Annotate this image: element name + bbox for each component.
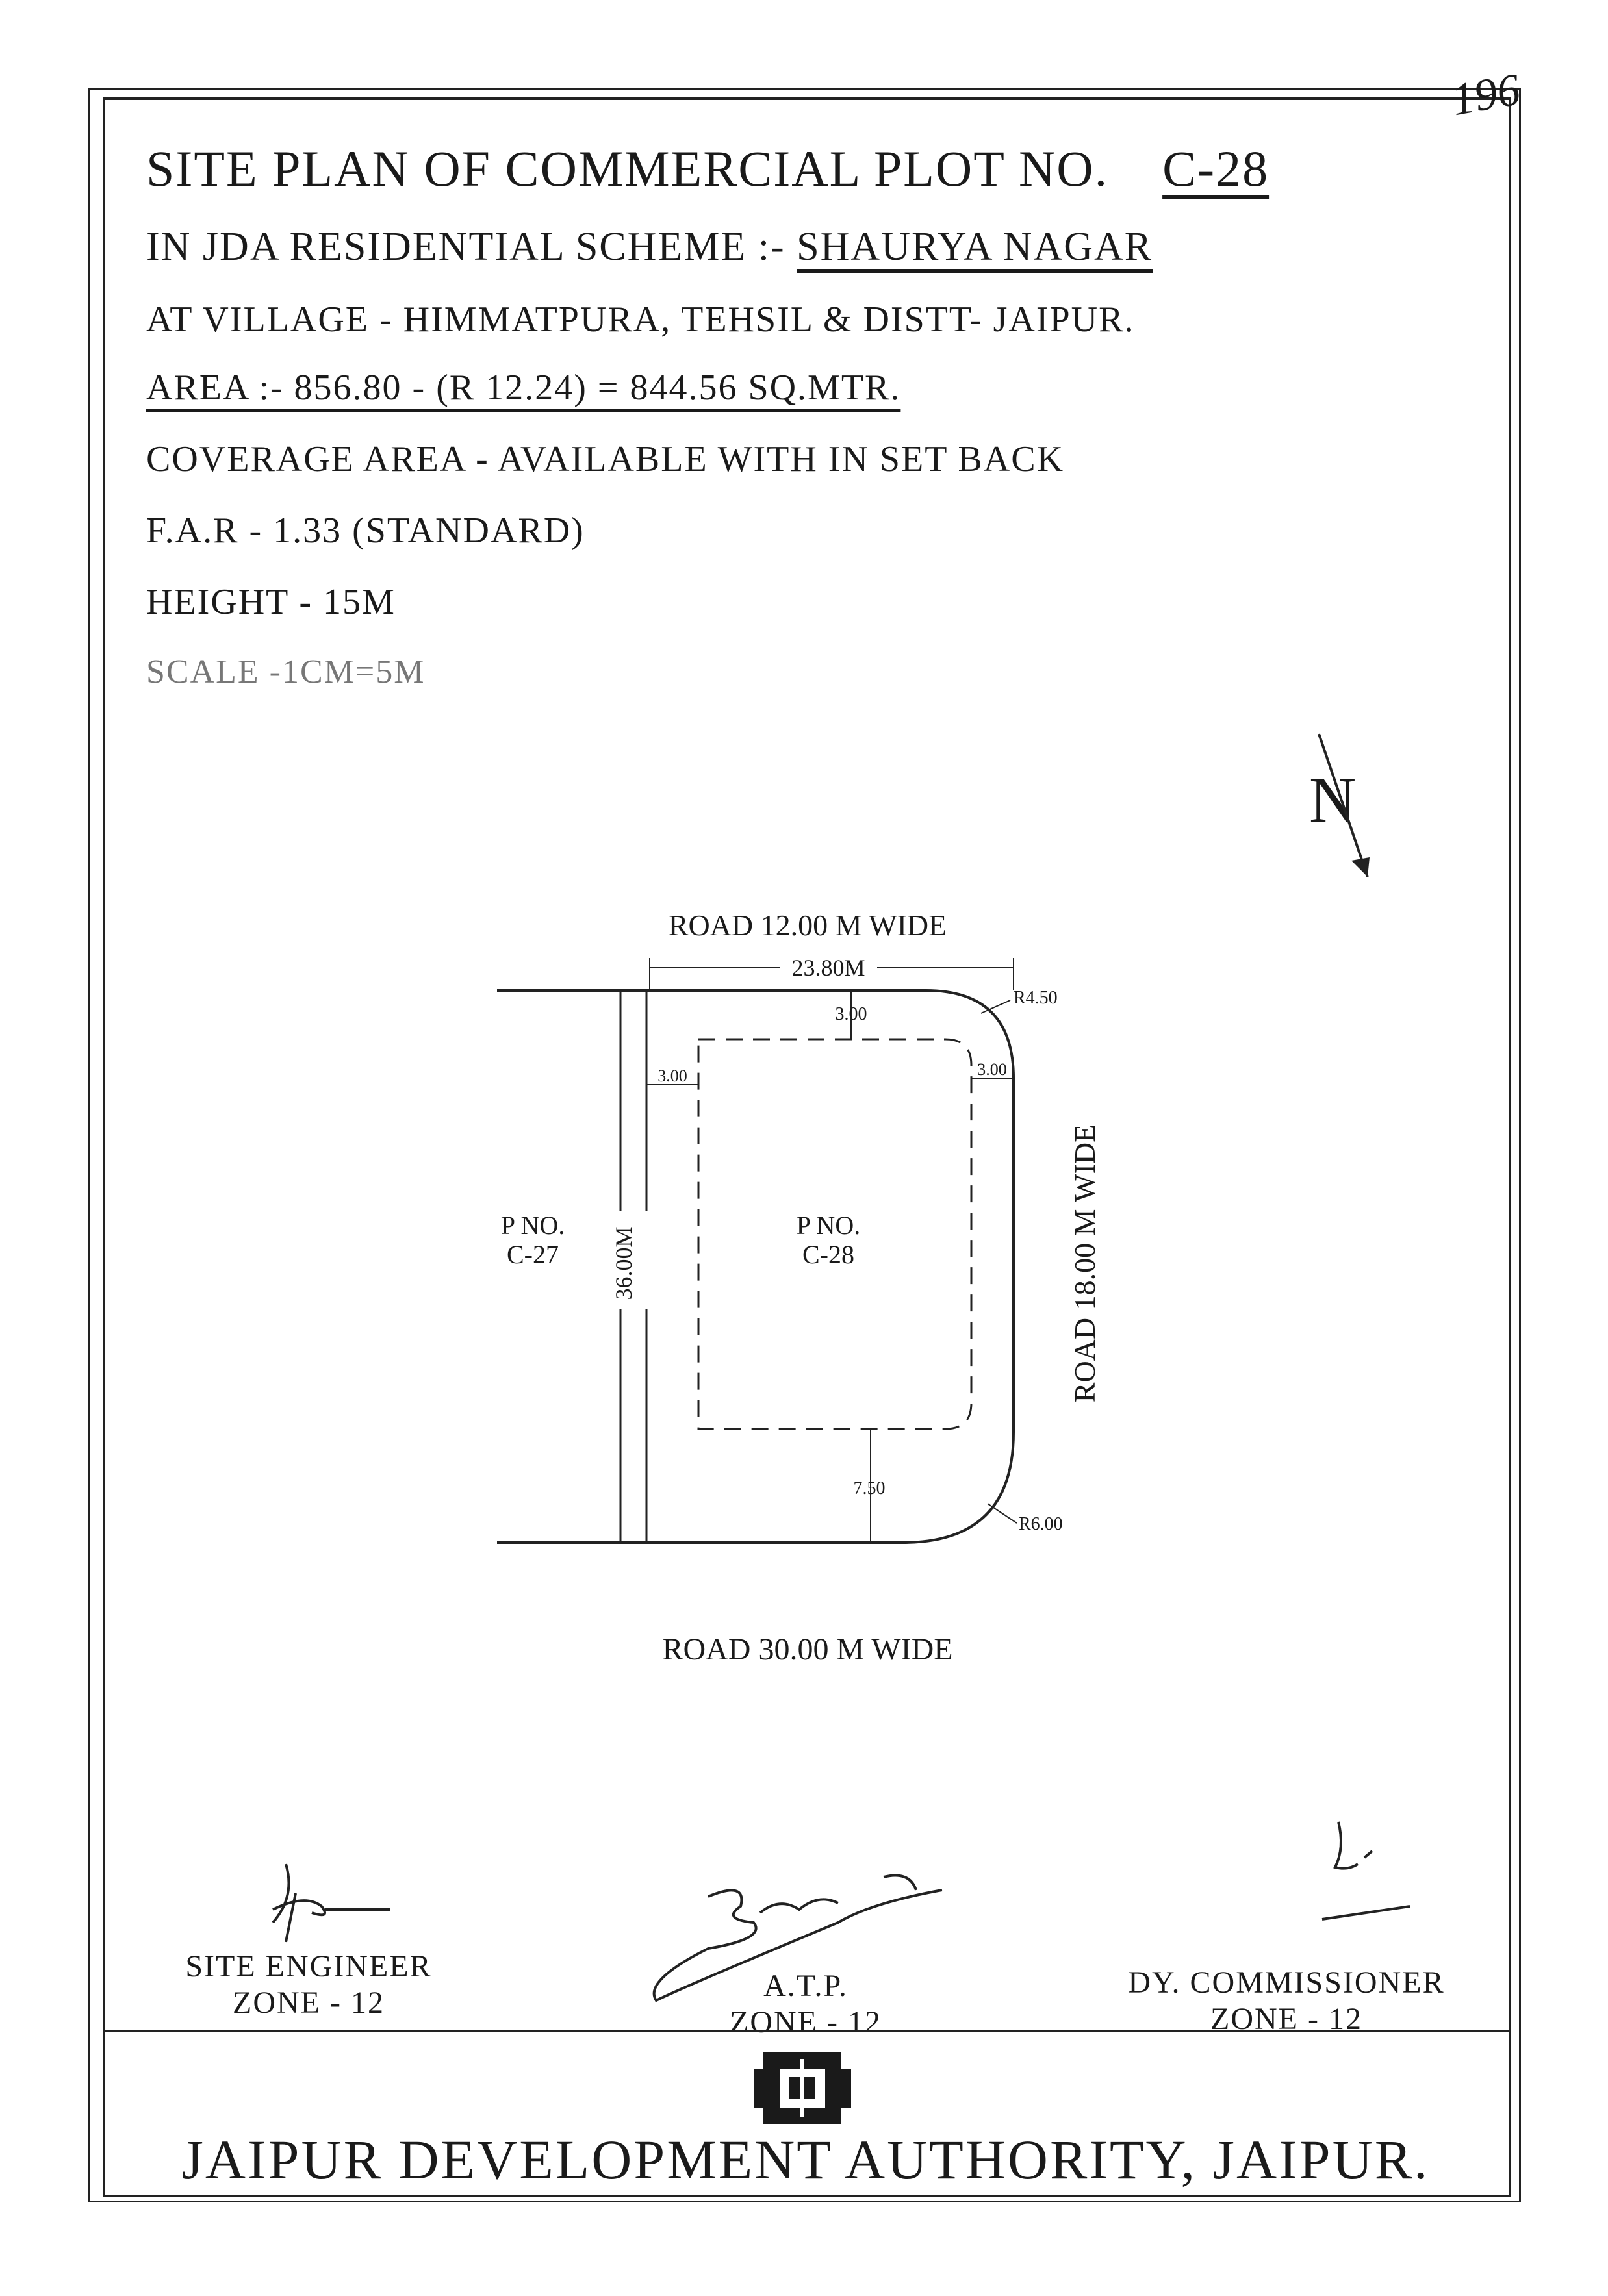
road-top-label: ROAD 12.00 M WIDE bbox=[668, 909, 947, 942]
plot-label-line1: P NO. bbox=[796, 1211, 861, 1240]
signatory-site-engineer bbox=[162, 1949, 455, 2021]
radius-bottom-label: R6.00 bbox=[1019, 1514, 1063, 1534]
signatory-title: SITE ENGINEER bbox=[185, 1949, 432, 1984]
authority-name: JAIPUR DEVELOPMENT AUTHORITY, JAIPUR. bbox=[181, 2128, 1430, 2191]
depth-dimension: 36.00M bbox=[611, 1226, 637, 1300]
area-line: AREA :- 856.80 - (R 12.24) = 844.56 SQ.MTR. bbox=[146, 368, 901, 408]
plot-boundary bbox=[497, 990, 1014, 1543]
coverage-line: COVERAGE AREA - AVAILABLE WITH IN SET BACK bbox=[146, 439, 1065, 479]
signatory-title: DY. COMMISSIONER bbox=[1128, 1965, 1445, 2000]
signature-site-engineer bbox=[273, 1864, 390, 1942]
scheme-name: SHAURYA NAGAR bbox=[797, 225, 1153, 269]
signature-dy-commissioner bbox=[1322, 1822, 1410, 1919]
title-prefix: SITE PLAN OF COMMERCIAL PLOT NO. bbox=[146, 140, 1109, 197]
north-arrow bbox=[1309, 734, 1370, 877]
adjacent-plot-line2: C-27 bbox=[507, 1240, 559, 1269]
setback-right-dim: 3.00 bbox=[977, 1060, 1007, 1079]
scheme-prefix: IN JDA RESIDENTIAL SCHEME :- bbox=[146, 225, 785, 269]
jda-logo-icon bbox=[754, 2052, 851, 2124]
page-mark: 196 bbox=[1448, 64, 1524, 126]
far-line: F.A.R - 1.33 (STANDARD) bbox=[146, 511, 585, 551]
footer-divider bbox=[103, 2030, 1509, 2032]
road-bottom-label: ROAD 30.00 M WIDE bbox=[662, 1632, 953, 1667]
signatory-zone: ZONE - 12 bbox=[730, 2005, 882, 2039]
scale-line: SCALE -1CM=5M bbox=[146, 653, 426, 690]
height-line: HEIGHT - 15M bbox=[146, 582, 396, 622]
village-line: AT VILLAGE - HIMMATPURA, TEHSIL & DISTT- JAIPUR. bbox=[146, 299, 1135, 340]
adjacent-plot-line1: P NO. bbox=[500, 1211, 565, 1240]
signatory-title: A.T.P. bbox=[763, 1969, 848, 2003]
plot-number: C-28 bbox=[1162, 140, 1270, 197]
signatory-dy-commissioner bbox=[1098, 1965, 1475, 2037]
width-dimension: 23.80M bbox=[791, 955, 865, 981]
road-right-label: ROAD 18.00 M WIDE bbox=[1068, 1124, 1101, 1403]
signatory-zone: ZONE - 12 bbox=[1210, 2002, 1362, 2036]
setback-left-dim: 3.00 bbox=[657, 1066, 687, 1085]
setback-rear-dim: 7.50 bbox=[853, 1478, 886, 1498]
north-label: N bbox=[1309, 764, 1357, 836]
radius-top-label: R4.50 bbox=[1014, 988, 1058, 1008]
plot-label-line2: C-28 bbox=[802, 1240, 854, 1269]
setback-front-dim: 3.00 bbox=[835, 1004, 867, 1024]
signatory-zone: ZONE - 12 bbox=[233, 1986, 385, 2020]
